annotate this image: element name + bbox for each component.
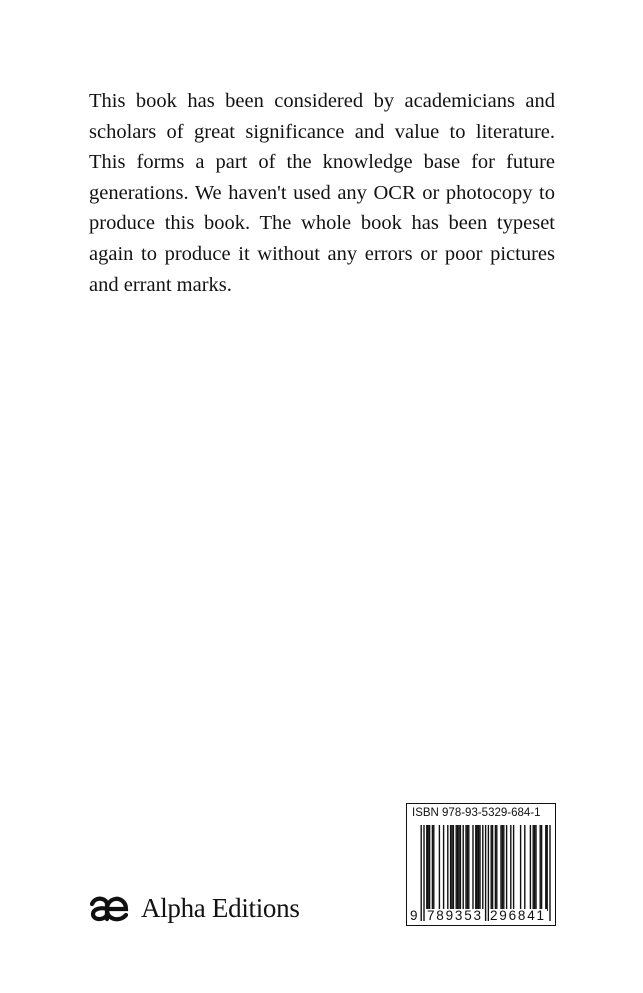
barcode-bar — [502, 825, 503, 911]
barcode-bar — [549, 825, 550, 921]
barcode-bar — [533, 825, 534, 911]
barcode-bar — [450, 825, 451, 911]
barcode-bar — [463, 825, 464, 911]
barcode-bar — [479, 825, 480, 911]
ean13-barcode-icon — [410, 825, 552, 921]
barcode-bar — [432, 825, 433, 911]
publisher-brand — [89, 888, 300, 928]
barcode-bar — [456, 825, 457, 911]
barcode-bar — [496, 825, 497, 911]
barcode-bar — [482, 825, 483, 911]
barcode-bar — [467, 825, 468, 911]
isbn-barcode — [406, 803, 556, 926]
barcode-bar — [513, 825, 514, 911]
barcode-bar — [457, 825, 458, 911]
barcode-bar — [478, 825, 479, 911]
barcode-bar — [472, 825, 473, 911]
cover-blurb: This book has been considered by academicians and scholars of great significance and value to literature. This forms a part of the knowledge base for future generations. We haven't used any OCR or photocopy to produce this book. The whole book has been typeset again to produce it without any errors or poor pictures and errant marks. — [89, 90, 555, 296]
barcode-bar — [443, 825, 444, 911]
barcode-bar — [491, 825, 492, 911]
barcode-bar — [547, 825, 548, 911]
barcode-bar — [477, 825, 478, 911]
barcode-bar — [465, 825, 466, 911]
barcode-digit-lead: 9 — [410, 908, 418, 923]
barcode-bar — [429, 825, 430, 911]
ae-ligature-logo-icon — [89, 893, 129, 923]
barcode-bar — [460, 825, 461, 911]
barcode-bar — [506, 825, 507, 911]
barcode-bar — [503, 825, 504, 911]
barcode-bar — [423, 825, 424, 921]
barcode-bar — [520, 825, 521, 911]
barcode-digits-right: 296841 — [490, 908, 546, 923]
barcode-bar — [545, 825, 546, 911]
barcode-digits-left: 789353 — [427, 908, 483, 923]
barcode-bar — [500, 825, 501, 911]
barcode-bar — [540, 825, 541, 911]
barcode-bar — [426, 825, 427, 911]
barcode-bar — [475, 825, 476, 911]
barcode-bar — [541, 825, 542, 911]
barcode-bar — [458, 825, 459, 911]
barcode-bar — [488, 825, 489, 921]
barcode-bar — [468, 825, 469, 911]
barcode-bar — [447, 825, 448, 911]
barcode-bar — [530, 825, 531, 911]
barcode-bar — [453, 825, 454, 911]
barcode-bar — [451, 825, 452, 911]
publisher-name: Alpha Editions — [141, 892, 300, 923]
barcode-bar — [535, 825, 536, 911]
barcode-bar — [510, 825, 511, 911]
barcode-bar — [421, 825, 422, 921]
barcode-bar — [433, 825, 434, 911]
barcode-bar — [439, 825, 440, 911]
barcode-bar — [428, 825, 429, 911]
barcode-bar — [492, 825, 493, 911]
isbn-label: ISBN 978-93-5329-684-1 — [412, 807, 541, 819]
barcode-bar — [534, 825, 535, 911]
barcode-bar — [524, 825, 525, 911]
barcode-bar — [495, 825, 496, 911]
barcode-bar — [485, 825, 486, 921]
